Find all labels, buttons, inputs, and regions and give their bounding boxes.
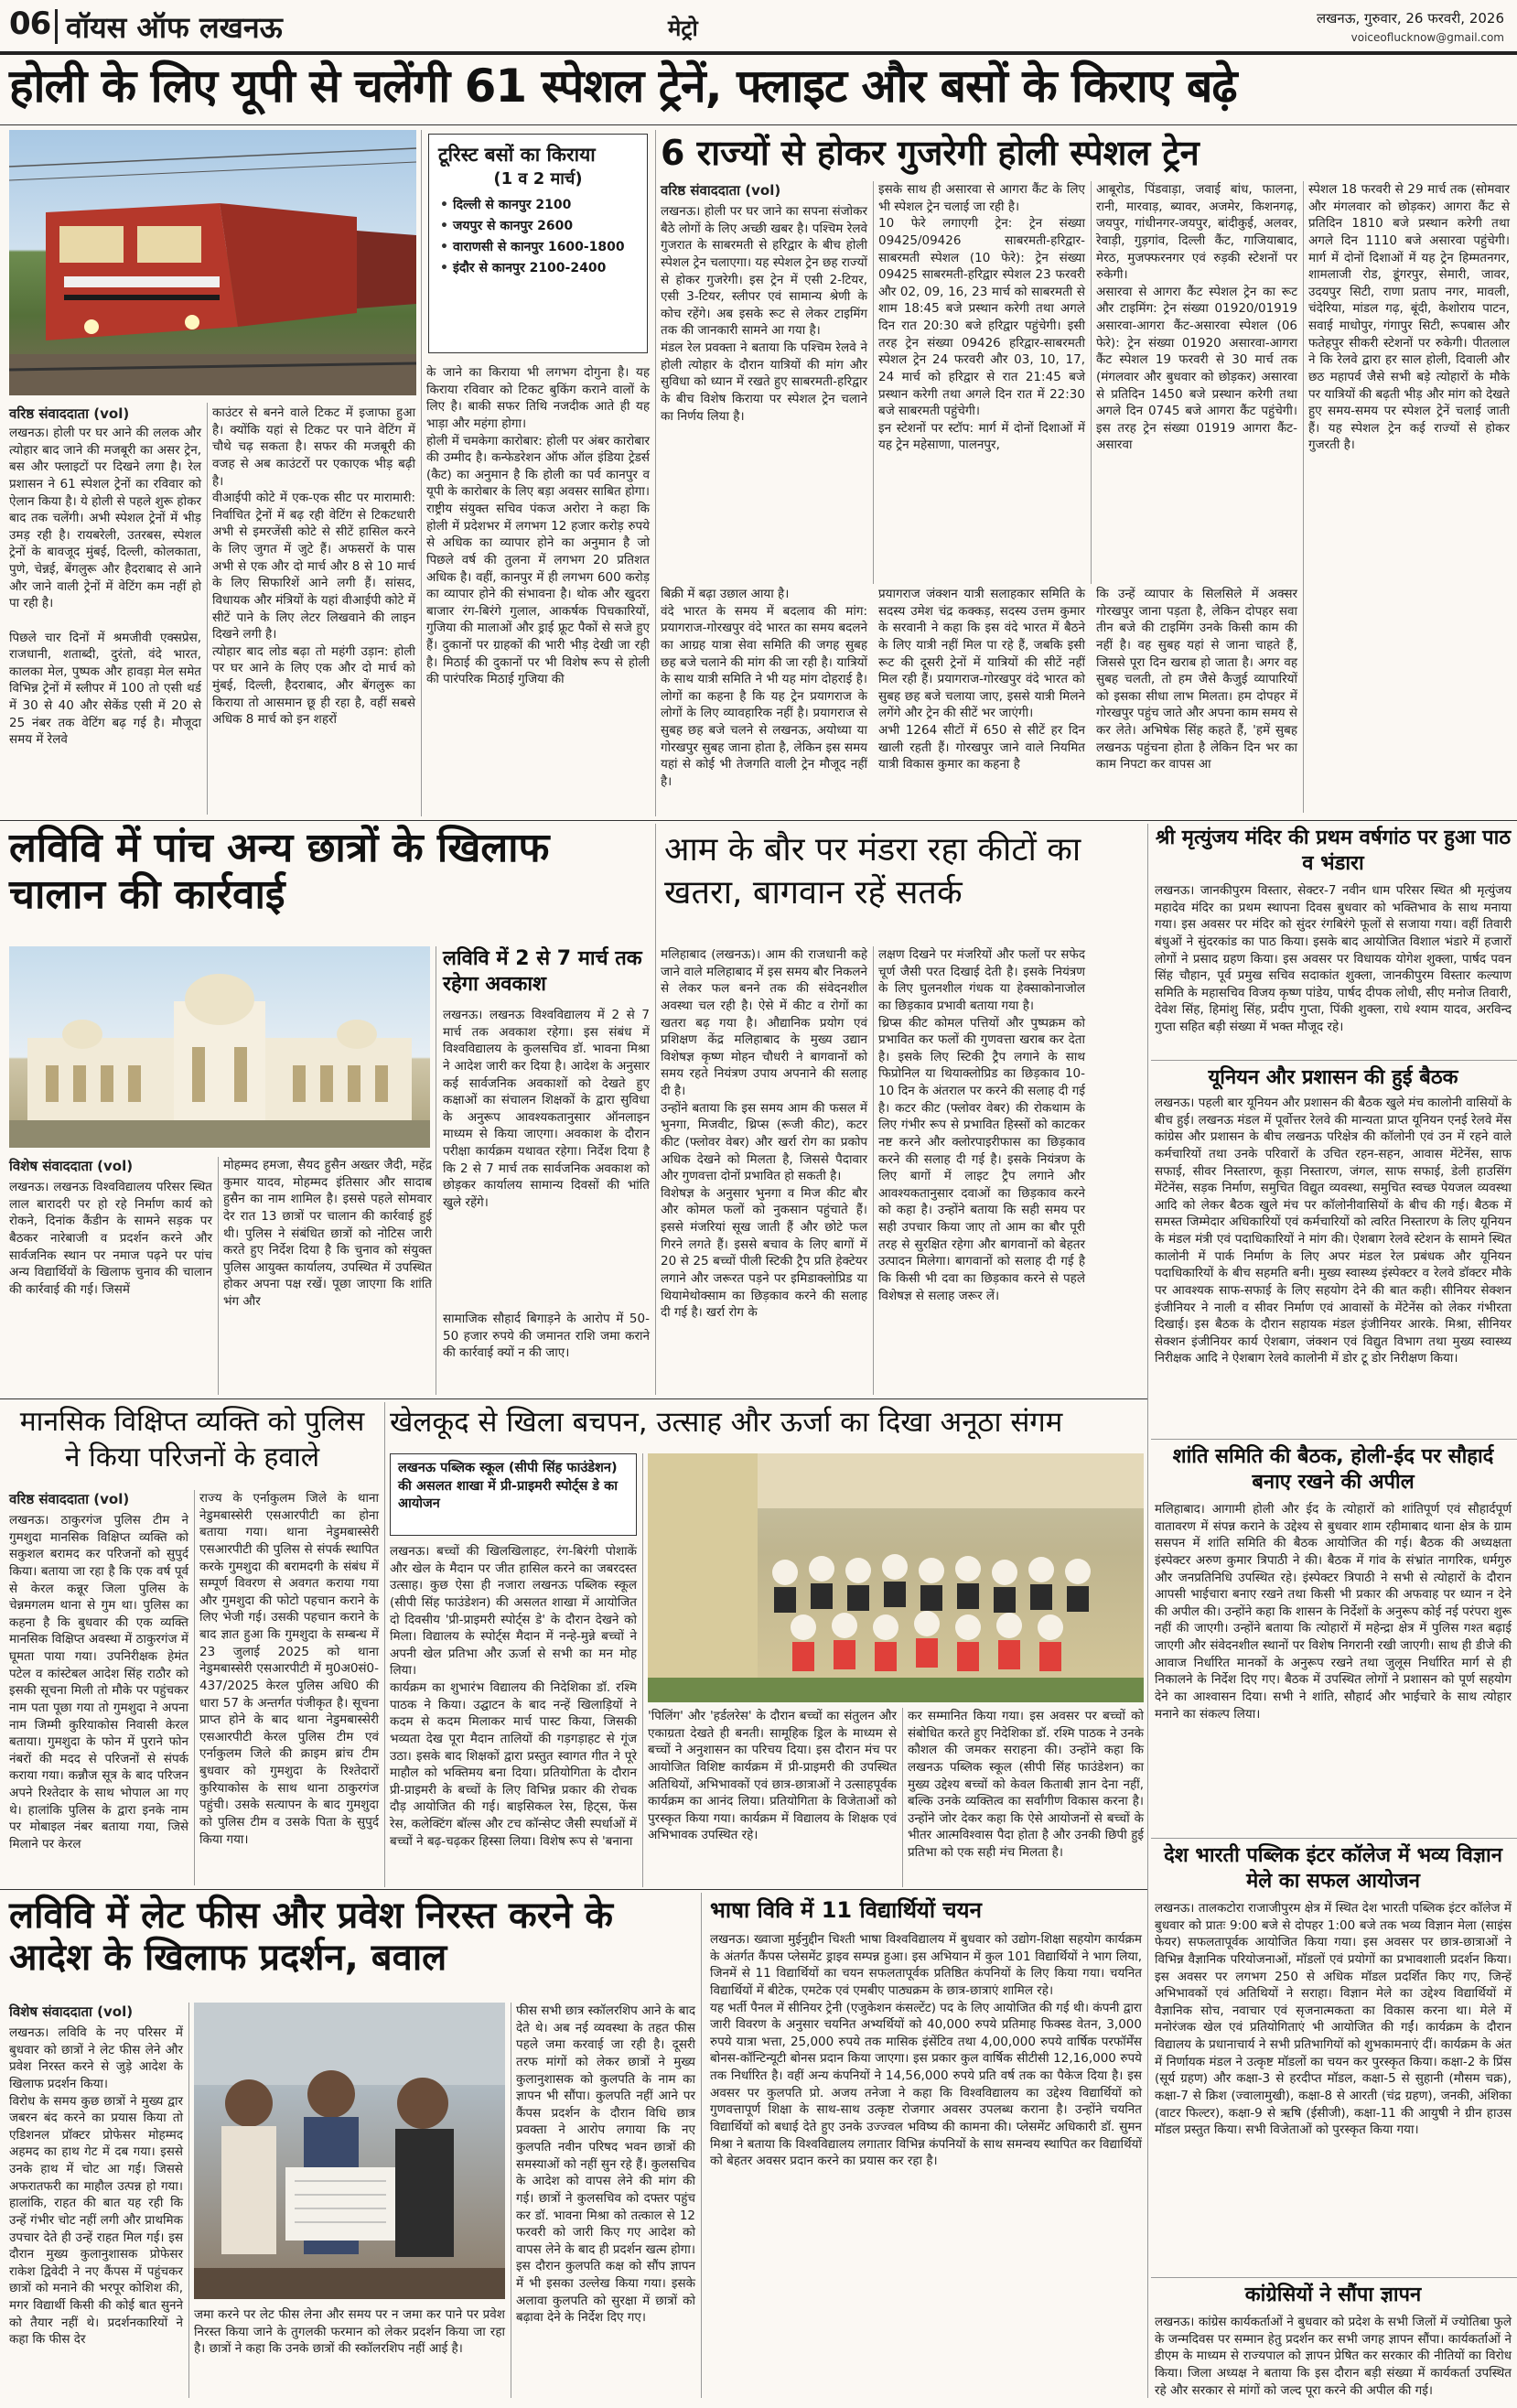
lead-byline: वरिष्ठ संवाददाता (vol) [9, 405, 130, 422]
vande-bharat-col1: बिक्री में बढ़ा उछाल आया है। वंदे भारत के समय में बदलाव की मांग: प्रयागराज-गोरखपुर वंदे भारत का समय बदलने का आग्रह यात्रा सेवा समिति की जगह सुबह छह बजे चलाने की मांग की जा रही है। यात्रियों के साथ यात्री समिति ने भी यह मांग दोहराई है। लोगों का कहना है कि यह ट्रेन प्रयागराज के लोगों के लिए व्यावहारिक नहीं है। प्रयागराज से सुबह छह बजे चलने से लखनऊ, अयोध्या या गोरखपुर सुबह जाना होता है, लेकिन इस समय यहां से कोई भी तेजगति वाली ट्रेन मौजूद नहीं है। [661, 587, 867, 789]
rule [1151, 2277, 1517, 2278]
bhasha-headline: भाषा विवि में 11 विद्यार्थियों चयन [710, 1897, 982, 1923]
train-photo [9, 130, 416, 395]
paper-name [66, 7, 283, 47]
holi-trains-headline: 6 राज्यों से होकर गुजरेगी होली स्पेशल ट्रेन [661, 133, 1200, 173]
page-number [9, 5, 55, 51]
lu-protest-col1b: जमा करने पर लेट फीस लेना और समय पर न जमा कर पाने पर प्रवेश निरस्त किया जाने के तुगलकी फरमान को लेकर प्रदर्शन किया जा रहा है। छात्रों ने कहा कि उनके छात्रों की स्कॉलरशिप नहीं आई है। [194, 2307, 510, 2357]
holi-trains-col3: आबूरोड, पिंडवाड़ा, जवाई बांध, फालना, रानी, मारवाड़, ब्यावर, अजमेर, किशनगढ़, जयपुर, गांधीनगर-जयपुर, बांदीकुई, अलवर, रेवाड़ी, गुड़गांव, दिल्ली कैंट, गाजियाबाद, मेरठ, मुजफ्फरनगर एवं रुड़की स्टेशनों पर रुकेगी। असारवा से आगरा कैंट स्पेशल ट्रेन का रूट और टाइमिंग: ट्रेन संख्या 01920/01919 असारवा-आगरा कैंट-असारवा स्पेशल (06 फेरे): ट्रेन संख्या 01920 असारवा-आगरा कैंट स्पेशल 19 फरवरी से 30 मार्च तक (मंगलवार और बुधवार को छोड़कर) असारवा से प्रतिदिन 1450 बजे प्रस्थान करेगी तथा अगले दिन 0745 बजे आगरा कैंट पहुंचेगी। इस तरह ट्रेन संख्या 01919 आगरा कैंट-असारवा [1096, 182, 1297, 453]
sports-body: लखनऊ। बच्चों की खिलखिलाहट, रंग-बिरंगी पोशाकें और खेल के मैदान पर जीत हासिल करने का जबरदस्त उत्साह। कुछ ऐसा ही नजारा लखनऊ पब्लिक स्कूल (सीपी सिंह फाउंडेशन) की असलत शाखा में आयोजित दो दिवसीय 'प्री-प्राइमरी स्पोर्ट्स डे' के दौरान देखने को मिला। विद्यालय के स्पोर्ट्स मैदान में नन्हे-मुन्ने बच्चों ने अपनी खेल प्रतिभा और ऊर्जा से सभी का मन मोह लिया। कार्यक्रम का शुभारंभ विद्यालय की निदेशिका डॉ. रश्मि पाठक ने किया। उद्घाटन के बाद नन्हें खिलाड़ियों ने कदम से कदम मिलाकर मार्च पास्ट किया, जिसकी भव्यता देख पूरा मैदान तालियों की गड़गड़ाहट से गूंज उठा। इसके बाद शिक्षकों द्वारा प्रस्तुत स्वागत गीत ने पूरे माहौल को भक्तिमय बना दिया। प्रतियोगिता के दौरान प्री-प्राइमरी के बच्चों के लिए विभिन्न प्रकार की रोचक दौड़ आयोजित की गई। बाइसिकल रेस, हिट्स, फेंस रेस, कलेक्टिंग बॉल्स और टच कॉन्सेप्ट जैसी स्पर्धाओं में बच्चों ने बढ़-चढ़कर हिस्सा लिया। विशेष रूप से 'बनाना [390, 1544, 637, 1849]
sports-info-box [390, 1453, 637, 1536]
fare-item: • जयपुर से कानपुर 2600 [438, 216, 638, 237]
lu-protest-byline: विशेष संवाददाता (vol) [9, 2003, 134, 2020]
rule [1151, 1838, 1517, 1839]
shanti-headline: शांति समिति की बैठक, होली-ईद पर सौहार्द बनाए रखने की अपील [1172, 1445, 1494, 1494]
vande-bharat-col2: प्रयागराज जंक्शन यात्री सलाहकार समिति के सदस्य उमेश चंद्र कक्कड़, सदस्य उत्तम कुमार के सरवानी ने कहा कि इस वंदे भारत में बैठने के लिए यात्री नहीं मिल पा रहे हैं, जबकि इसी रूट की दूसरी ट्रेनों में यात्रियों की सीटें नहीं मिल रही हैं। प्रयागराज-गोरखपुर वंदे भारत को सुबह छह बजे चलाया जाए, इससे यात्री मिलने लगेंगे और ट्रेन की सीटें भर जाएंगी। अभी 1264 सीटों में 650 से सीटें हर दिन खाली रहती हैं। गोरखपुर जाने वाले नियमित यात्री विकास कुमार का कहना है [878, 587, 1085, 772]
fare-box [428, 134, 648, 353]
mentally-ill-byline: वरिष्ठ संवाददाता (vol) [9, 1491, 130, 1507]
union-body: लखनऊ। पहली बार यूनियन और प्रशासन की बैठक खुले मंच कालोनी वासियों के बीच हुई। लखनऊ मंडल में पूर्वोत्तर रेलवे की मान्यता प्राप्त यूनियन एनई रेलवे मेंस कांग्रेस और प्रशासन के बीच लखनऊ परिक्षेत्र की कॉलोनी एवं उन में रहने वाले कर्मचारियों तथा उनके परिवारों के उचित रहन-सहन, आवास मेंटेनेंस, साफ सफाई, सीवर निस्तारण, कूड़ा निस्तारण, जंगल, साफ सफाई, डेली हाउसिंग मेंटेनेंस, सड़क निर्माण, समुचित विद्युत व्यवस्था, समुचित स्वच्छ पेयजल व्यवस्था आदि को लेकर बैठक खुले मंच पर कॉलोनीवासियों के बीच की गई। बैठक में समस्त जिम्मेदार अधिकारियों एवं कर्मचारियों को त्वरित निस्तारण के लिए यूनियन के मंडल मंत्री एवं पदाधिकारियों ने मांग की। ऐशबाग रेलवे स्टेशन के सामने स्थित कालोनी में पार्क निर्माण के लिए अपर मंडल रेल प्रबंधक और यूनियन पदाधिकारियों के बीच सहमति बनी। मुख्य स्वास्थ्य इंस्पेक्टर व रेलवे डॉक्टर मौके पर आवश्यक साफ-सफाई के लिए सहयोग देने की बात कही। सीनियर सेक्शन इंजीनियर ने नाली व सीवर निर्माण एवं आवासों के मेंटेनेंस को लेकर गंभीरता दिखाई। इस बैठक के दौरान सहायक मंडल इंजीनियर आरके. मिश्रा, सीनियर सेक्शन इंजीनियर कार्य ऐशबाग, जंक्शन एवं विद्युत विभाग तथा मुख्य स्वास्थ्य निरीक्षक आदि ने ऐशबाग रेलवे कालोनी में डोर टू डोर निरीक्षण किया। [1155, 1096, 1516, 1366]
sports-headline: खेलकूद से खिला बचपन, उत्साह और ऊर्जा का दिखा अनूठा संगम [390, 1406, 1063, 1439]
masthead-rule [0, 51, 1517, 55]
mrityunjay-headline: श्री मृत्युंजय मंदिर की प्रथम वर्षगांठ पर हुआ पाठ व भंडारा [1155, 826, 1512, 875]
lead-body-mid: काउंटर से बनने वाले टिकट में इजाफा हुआ है। क्योंकि यहां से टिकट पर पाने वेटिंग में चौथे चढ़ सकता है। सफर की मजबूरी की वजह से अब काउंटरों पर एकाएक भीड़ बढ़ी है। वीआईपी कोटे में एक-एक सीट पर मारामारी: निर्वाचित ट्रेनों में बढ़ रही वेटिंग से टिकटधारी अभी से इमरजेंसी कोटे से सीटें हासिल करने के लिए जुगत में जुटे हैं। अफसरों के पास अभी से एक और दो मार्च और 8 से 10 मार्च के लिए सिफारिशें आने लगी हैं। सांसद, विधायक और मंत्रियों के यहां वीआईपी कोटे में सीटें पाने के लिए लेटर लिखवाने की लाइन दिखने लगी है। त्योहार बाद लोड बढ़ा तो महंगी उड़ान: होली पर घर आने के लिए एक और दो मार्च को मुंबई, दिल्ली, हैदराबाद, और बेंगलुरू का किराया तो आसमान छू ही रहा है, वहीं सबसे अधिक 8 मार्च को इन शहरों [212, 405, 415, 728]
desh-bharti-body: लखनऊ। तालकटोरा राजाजीपुरम क्षेत्र में स्थित देश भारती पब्लिक इंटर कॉलेज में बुधवार को प्रातः 9:00 बजे से दोपहर 1:00 बजे तक भव्य विज्ञान मेला (साइंस फेयर) सफलतापूर्वक आयोजित किया गया। इस अवसर पर छात्र-छात्राओं ने विभिन्न वैज्ञानिक परियोजनाओं, मॉडलों एवं प्रयोगों का प्रभावशाली प्रदर्शन किया। इस अवसर पर लगभग 250 से अधिक मॉडल प्रदर्शित किए गए, जिन्हें अभिभावकों एवं अतिथियों ने सराहा। विज्ञान मेले का उद्देश्य विद्यार्थियों में वैज्ञानिक सोच, नवाचार एवं सृजनात्मकता का विकास करना था। मेले में मनोरंजक खेल एवं प्रतियोगिताएं भी आयोजित की गईं। कार्यक्रम के दौरान विद्यालय के प्रधानाचार्य ने सभी प्रतिभागियों को शुभकामनाएं दीं। कार्यक्रम के अंत में निर्णायक मंडल ने उत्कृष्ट मॉडलों का चयन कर पुरस्कृत किया। कक्षा-2 के प्रिंस (सूर्य ग्रहण) और कक्षा-3 से हरदीप्त मॉडल, कक्षा-5 से सुहानी (मौसम चक्र), कक्षा-7 से क्रिश (ज्वालामुखी), कक्षा-8 से आरती (चंद्र ग्रहण), जनकी, अंशिका (वाटर फिल्टर), कक्षा-9 से ऋषि (ईसीजी), कक्षा-11 की आयुषी ने ग्रीन हाउस मॉडल प्रस्तुत किया। सभी विजेताओं को पुरस्कृत किया गया। [1155, 1901, 1516, 2138]
lu-challan-body-right: मोहम्मद हमजा, सैयद हुसैन अख्तर जैदी, महेंद्र कुमार यादव, मोहम्मद इंतिसार और सादाब हुसैन का नाम शामिल है। इससे पहले सोमवार देर रात 13 छात्रों पर चालान की कार्रवाई हुई थी। पुलिस ने संबंधित छात्रों को नोटिस जारी करते हुए निर्देश दिया है कि चुनाव को संयुक्त पुलिस आयुक्त कार्यालय, उपस्थित में उपस्थित होकर अपना पक्ष रखें। पूछा जाएगा कि शांति भंग और [223, 1158, 436, 1309]
rule [1147, 824, 1148, 2398]
train-illustration [9, 130, 416, 395]
kids-illustration [648, 1453, 1144, 1702]
rule [902, 1708, 903, 1887]
rule [873, 946, 874, 1395]
website-text[interactable]: voiceoflucknow@gmail.com [1350, 31, 1504, 44]
lead-body-col3: के जाने का किराया भी लगभग दोगुना है। यह किराया रविवार को टिकट बुकिंग कराने वालों के लिए है। बाकी सफर तिथि नजदीक आते ही यह भाड़ा और महंगा होगा। होली में चमकेगा कारोबार: होली पर अंबर कारोबार की उम्मीद है। कन्फेडरेशन ऑफ ऑल इंडिया ट्रेडर्स (कैट) का अनुमान है कि होली का पर्व कानपुर व यूपी के कारोबार के लिए बड़ा अवसर साबित होगा। राष्ट्रीय संयुक्त सचिव पंकज अरोरा ने कहा कि होली में प्रदेशभर में लगभग 12 हजार करोड़ रुपये से अधिक का व्यापार होने का अनुमान है जो पिछले वर्ष की तुलना में लगभग 20 प्रतिशत अधिक है। वहीं, कानपुर में ही लगभग 600 करोड़ का व्यापार होने की संभावना है। थोक और खुदरा बाजार रंग-बिरंगे गुलाल, आकर्षक पिचकारियों, गुजिया की मालाओं और ड्राई फ्रूट पैकों से सजे हुए हैं। दुकानों पर ग्राहकों की भारी भीड़ देखी जा रही है। मिठाई की दुकानों पर भी विशेष रूप से होली की पारंपरिक मिठाई गुजिया की [426, 365, 650, 687]
university-photo [9, 946, 430, 1148]
rule [655, 824, 656, 1395]
holi-trains-col2: इसके साथ ही असारवा से आगरा कैंट के लिए भी स्पेशल ट्रेन चलाई जा रही है। 10 फेरे लगाएगी ट्रेन: ट्रेन संख्या 09425/09426 साबरमती-हरिद्वार-साबरमती स्पेशल (10 फेरे): ट्रेन संख्या 09425 साबरमती-हरिद्वार स्पेशल 23 फरवरी और 02, 09, 16, 23 मार्च को साबरमती से शाम 18:45 बजे प्रस्थान करेगी तथा अगले दिन रात 20:30 बजे हरिद्वार पहुंचेगी। इसी तरह ट्रेन संख्या 09426 हरिद्वार-साबरमती स्पेशल ट्रेन 24 फरवरी और 03, 10, 17, 24 मार्च को हरिद्वार से रात 21:45 बजे प्रस्थान करेगी तथा अगले दिन रात में 22:30 बजे साबरमती पहुंचेगी। इन स्टेशनों पर स्टॉप: मार्ग में दोनों दिशाओं में यह ट्रेन महेसाणा, पालनपुर, [878, 182, 1085, 453]
rule [0, 1889, 1147, 1890]
fare-box-subtitle: (1 व 2 मार्च) [493, 169, 583, 189]
rule [1151, 1439, 1517, 1440]
page-number-text: 06 [9, 5, 51, 42]
dateline [1175, 9, 1504, 44]
lu-protest-headline: लविवि में लेट फीस और प्रवेश निरस्त करने के आदेश के खिलाफ प्रदर्शन, बवाल [9, 1895, 613, 1979]
lu-holiday-body: लखनऊ। लखनऊ विश्वविद्यालय में 2 से 7 मार्च तक अवकाश रहेगा। इस संबंध में विश्वविद्यालय के कुलसचिव डॉ. भावना मिश्रा ने आदेश जारी कर दिया है। आदेश के अनुसार कई सार्वजनिक अवकाशों को देखते हुए कक्षाओं का संचालन शिक्षकों के द्वारा सुविधा के अनुरूप आवश्यकतानुसार ऑनलाइन माध्यम से किया जाएगा। अवकाश के दौरान परीक्षा कार्यक्रम यथावत रहेगा। निर्देश दिया है कि 2 से 7 मार्च तक सार्वजनिक अवकाश को छोड़कर कार्यालय सामान्य दिवसों की भांति खुले रहेंगे। [443, 1008, 654, 1210]
rule [1151, 1060, 1517, 1061]
lu-challan-byline: विशेष संवाददाता (vol) [9, 1158, 134, 1174]
rule [218, 1157, 219, 1395]
lead-headline: होली के लिए यूपी से चलेंगी 61 स्पेशल ट्रेनें, फ्लाइट और बसों के किराए बढ़े [9, 59, 1237, 113]
rule [0, 1398, 1147, 1399]
fare-item: • इंदौर से कानपुर 2100-2400 [438, 258, 638, 279]
rule [642, 1453, 643, 1887]
mrityunjay-body: लखनऊ। जानकीपुरम विस्तार, सेक्टर-7 नवीन धाम परिसर स्थित श्री मृत्युंजय महादेव मंदिर का प्रथम स्थापना दिवस बुधवार को भक्तिभाव के साथ मनाया गया। इस अवसर पर मंदिर को सुंदर रंगबिरंगे फूलों से सजाया गया। वहीं तिवारी बंधुओं ने सुंदरकांड का पाठ किया। इसके बाद आयोजित विशाल भंडारे में हजारों लोगों ने प्रसाद ग्रहण किया। इस अवसर पर विधायक योगेश शुक्ला, पार्षद पवन सिंह चौहान, पूर्व प्रमुख सचिव सदाकांत शुक्ला, जानकीपुरम विस्तार कल्याण समिति के महासचिव विजय कृष्ण पांडेय, पार्षद दीपक लोधी, सीए मनोज तिवारी, देवेश सिंह, हिमांशु सिंह, प्रदीप गुप्ता, पिंकी शुक्ला, राधे श्याम यादव, अरविन्द गुप्ता सहित बड़ी संख्या में भक्त मौजूद रहे। [1155, 883, 1516, 1034]
mango-col2: लक्षण दिखने पर मंजरियों और फलों पर सफेद चूर्ण जैसी परत दिखाई देती है। इसके नियंत्रण के लिए घुलनशील गंधक या हेक्साकोनाजोल का छिड़काव प्रभावी बताया गया है। थ्रिप्स कीट कोमल पत्तियों और पुष्पक्रम को प्रभावित कर फलों की गुणवत्ता खराब कर देता है। इसके लिए स्टिकी ट्रैप लगाने के साथ फिप्रोनिल या थियाक्लोप्रिड का छिड़काव 10-10 दिन के अंतराल पर करने की सलाह दी गई है। कटर कीट (फ्लोवर वेबर) की रोकथाम के लिए गंभीर रूप से प्रभावित हिस्सों को काटकर नष्ट करने और क्लोरपाइरीफास का छिड़काव करने की सलाह दी गई है। इसके नियंत्रण के लिए बागों में लाइट ट्रैप लगाने और आवश्यकतानुसार दवाओं का छिड़काव करने को कहा है। उन्होंने बताया कि सही समय पर सही उपचार किया जाए तो आम का बौर पूरी तरह से सुरक्षित रहेगा और बागवानों को बेहतर उत्पादन मिलेगा। बागवानों को सलाह दी गई है कि किसी भी दवा का छिड़काव करने से पहले विशेषज्ञ से सलाह जरूर लें। [878, 947, 1085, 1303]
rule [384, 1402, 385, 1887]
lu-protest-col1: लखनऊ। लविवि के नए परिसर में बुधवार को छात्रों ने लेट फीस लेने और प्रवेश निरस्त करने से जुड़े आदेश के खिलाफ प्रदर्शन किया। विरोध के समय कुछ छात्रों ने मुख्य द्वार जबरन बंद करने का प्रयास किया तो एडिशनल प्रॉक्टर प्रोफेसर मोहम्मद अहमद का हाथ गेट में दब गया। इससे उनके हाथ में चोट आ गई। जिससे अफरातफरी का माहौल उत्पन्न हो गया। हालांकि, राहत की बात यह रही कि उन्हें गंभीर चोट नहीं लगी और प्राथमिक उपचार देते ही उन्हें राहत मिल गई। इस दौरान मुख्य कुलानुशासक प्रोफेसर राकेश द्विवेदी ने नए कैंपस में पहुंचकर छात्रों को मनाने की भरपूर कोशिश की, मगर विद्यार्थी किसी की कोई बात सुनने को तैयार नहीं थे। प्रदर्शनकारियों ने कहा कि फीस देर [9, 2025, 183, 2348]
dateline-text: लखनऊ, गुरुवार, 26 फरवरी, 2026 [1316, 10, 1504, 27]
rule [873, 181, 874, 584]
fare-list [438, 195, 638, 279]
kids-group-photo [648, 1453, 1144, 1702]
lu-protest-col2: फीस सभी छात्र स्कॉलरशिप आने के बाद देते थे। अब नई व्यवस्था के तहत फीस पहले जमा करवाई जा रही है। दूसरी तरफ मांगों को लेकर छात्रों ने मुख्य कुलानुशासक को कुलपति के नाम का ज्ञापन भी सौंपा। कुलपति नहीं आने पर कैंपस प्रदर्शन के दौरान विधि छात्र प्रवक्ता ने आरोप लगाया कि नए कुलपति नवीन परिषद भवन छात्रों की समस्याओं को नहीं सुन रहे हैं। कुलसचिव के आदेश को वापस लेने की मांग की गई। छात्रों ने कुलसचिव को दफ्तर पहुंच कर डॉ. भावना मिश्रा को तत्काल से 12 फरवरी को जारी किए गए आदेश को वापस लेने के बाद ही प्रदर्शन खत्म होगा। इस दौरान कुलपति कक्ष को सौंप ज्ञापन में भी इसका उल्लेख किया गया। इसके अलावा कुलपति को सुरक्षा में छात्रों को बढ़ावा देने के निर्देश दिए गए। [516, 2003, 700, 2326]
rule [1303, 181, 1304, 813]
sports-col2: कर सम्मानित किया गया। इस अवसर पर बच्चों को संबोधित करते हुए निदेशिका डॉ. रश्मि पाठक ने उनके कौशल की जमकर सराहना की। उन्होंने कहा कि लखनऊ पब्लिक स्कूल (सीपी सिंह फाउंडेशन) का मुख्य उद्देश्य बच्चों को केवल किताबी ज्ञान देना नहीं, बल्कि उनके व्यक्तित्व का सर्वांगीण विकास करना है। उन्होंने जोर देकर कहा कि ऐसे आयोजनों से बच्चों के भीतर आत्मविश्वास पैदा होता है और उनकी छिपी हुई प्रतिभा को एक सही मंच मिलता है। [908, 1709, 1148, 1860]
mentally-ill-col2: राज्य के एर्नाकुलम जिले के थाना नेडुमबास्सेरी एसआरपीटी का होना बताया गया। थाना नेडुमबास्सेरी एसआरपीटी की पुलिस से संपर्क स्थापित करके गुमशुदा की बरामदगी के संबंध में सम्पूर्ण विवरण से अवगत कराया गया और गुमशुदा की फोटो पहचान कराने के लिए भेजी गई। उसकी पहचान कराने के बाद ज्ञात हुआ कि गुमशुदा के सम्बन्ध में 23 जुलाई 2025 को थाना नेडुमबास्सेरी एसआरपीटी में मु0अ0सं0-437/2025 केरल पुलिस अधि0 की धारा 57 के अन्तर्गत पंजीकृत है। सूचना प्राप्त होने के बाद थाना नेडुमबास्सेरी एसआरपीटी केरल पुलिस टीम एवं एर्नाकुलम जिले की क्राइम ब्रांच टीम बुधवार को गुमशुदा के रिश्तेदारों कुरियाकोस के साथ थाना ठाकुरगंज पहुंची। उसके सत्यापन के बाद गुमशुदा को पुलिस टीम व उसके पिता के सुपुर्द किया गया। [199, 1491, 383, 1847]
mango-headline: आम के बौर पर मंडरा रहा कीटों का खतरा, बागवान रहें सतर्क [664, 831, 1081, 912]
masthead-divider [55, 9, 58, 44]
section-label-text: मेट्रो [668, 16, 698, 41]
lu-holiday-headline: लविवि में 2 से 7 मार्च तक रहेगा अवकाश [443, 947, 642, 996]
lu-holiday-tail: सामाजिक सौहार्द बिगाड़ने के आरोप में 50-50 हजार रुपये की जमानत राशि जमा कराने की कार्रवाई क्यों न की जाए। [443, 1312, 654, 1361]
congress-body: लखनऊ। कांग्रेस कार्यकर्ताओं ने बुधवार को प्रदेश के सभी जिलों में ज्योतिबा फुले के जन्मदिवस पर सम्मान हेतु प्रदर्शन कर सभी जगह ज्ञापन सौंपा। कार्यकर्ताओं ने डीएम के माध्यम से राज्यपाल को ज्ञापन प्रेषित कर सरकार की नीतियों का विरोध किया। जिला अध्यक्ष ने बताया कि इस दौरान बड़ी संख्या में कार्यकर्ता उपस्थित रहे और सरकार से मांगों को जल्द पूरा करने की अपील की गई। [1155, 2315, 1516, 2398]
lead-body-left: लखनऊ। होली पर घर आने की ललक और त्योहार बाद जाने की मजबूरी का असर ट्रेन, बस और फ्लाइटों पर दिखने लगा है। रेल प्रशासन ने 61 स्पेशल ट्रेनों का रविवार को ऐलान किया है। ये होली से पहले शुरू होकर बाद तक चलेंगी। अभी स्पेशल ट्रेनों में भीड़ उमड़ रही है। रायबरेली, उतरबस, स्पेशल ट्रेनों के बावजूद मुंबई, दिल्ली, कोलकाता, पुणे, चेन्नई, बेंगलुरू और हैदराबाद से आने और जाने वाली ट्रेनों में वेटिंग कम नहीं हो पा रही है। पिछले चार दिनों में श्रमजीवी एक्सप्रेस, राजधानी, शताब्दी, दुरंतो, वंदे भारत, कालका मेल, पुष्पक और हावड़ा मेल समेत विभिन्न ट्रेनों में स्लीपर में 100 तो एसी थर्ड में 30 से 40 और सेकेंड एसी में 20 से 25 नंबर तक वेटिंग बढ़ गई है। मौजूदा समय में रेलवे [9, 426, 201, 748]
fare-box-title: टूरिस्ट बसों का किराया [438, 144, 596, 166]
rule [1091, 181, 1092, 584]
holi-trains-col1: लखनऊ। होली पर घर जाने का सपना संजोकर बैठे लोगों के लिए अच्छी खबर है। पश्चिम रेलवे गुजरात के साबरमती से हरिद्वार के बीच होली स्पेशल ट्रेन चलाएगा। यह स्पेशल ट्रेन छह राज्यों से होकर गुजरेगी। इस ट्रेन में एसी 2-टियर, एसी 3-टियर, स्लीपर एवं सामान्य श्रेणी के कोच रहेंगे। अब इसके रूट से लेकर टाइमिंग तक की जानकारी सामने आ गया है। मंडल रेल प्रवक्ता ने बताया कि पश्चिम रेलवे ने होली त्योहार के दौरान यात्रियों की मांग और सुविधा को ध्यान में रखते हुए साबरमती-हरिद्वार के बीच विशेष किराया पर स्पेशल ट्रेन चलाने का निर्णय लिया है। [661, 204, 867, 424]
union-headline: यूनियन और प्रशासन की हुई बैठक [1208, 1066, 1458, 1089]
vande-bharat-col3: कि उन्हें व्यापार के सिलसिले में अक्सर गोरखपुर जाना पड़ता है, लेकिन दोपहर सवा तीन बजे की टाइमिंग उनके किसी काम की नहीं है। वह सुबह यहां से जाना चाहते हैं, जिससे पूरा दिन खराब हो जाता है। अगर वह सुबह चलती, तो हम जैसे कैजुई व्यापारियों को इसका सीधा लाभ मिलता। हम दोपहर में गोरखपुर पहुंच जाते और अपना काम समय से कर लेते। अभिषेक सिंह कहते हैं, 'हमें सुबह लखनऊ पहुंचना होता है लेकिन दिन भर का काम निपटा कर वापस आ [1096, 587, 1302, 772]
holi-trains-byline: वरिष्ठ संवाददाता (vol) [661, 182, 781, 199]
sports-info-text: लखनऊ पब्लिक स्कूल (सीपी सिंह फाउंडेशन) की असलत शाखा में प्री-प्राइमरी स्पोर्ट्स डे का आयोजन [398, 1461, 619, 1512]
bhasha-body: लखनऊ। ख्वाजा मुईनुद्दीन चिश्ती भाषा विश्वविद्यालय में बुधवार को उद्योग-शिक्षा सहयोग कार्यक्रम के अंतर्गत कैंपस प्लेसमेंट ड्राइव सम्पन्न हुआ। इस अभियान में कुल 101 विद्यार्थियों ने भाग लिया, जिनमें से 11 विद्यार्थियों का चयन सफलतापूर्वक प्रतिष्ठित कंपनियों के लिए किया गया। चयनित विद्यार्थियों में बीटेक, एमटेक एवं एमबीए पाठ्यक्रम के छात्र-छात्राएं शामिल रहे। यह भर्ती पैनल में सीनियर ट्रेनी (एजुकेशन कंसल्टेंट) पद के लिए आयोजित की गई थी। कंपनी द्वारा जारी विवरण के अनुसार चयनित अभ्यर्थियों को 40,000 रुपये प्रतिमाह फिक्स्ड वेतन, 3,000 रुपये यात्रा भत्ता, 25,000 रुपये तक मासिक इंसेंटिव तथा 4,00,000 रुपये वार्षिक परफॉर्मेंस बोनस-कॉन्टिन्यूटी बोनस प्रदान किया जाएगा। इस प्रकार कुल वार्षिक सीटीसी 12,16,000 रुपये तक निर्धारित है। वहीं अन्य कंपनियों ने 14,56,000 रुपये प्रति वर्ष तक का पैकेज दिया है। इस अवसर पर कुलपति प्रो. अजय तनेजा ने कहा कि विश्वविद्यालय का उद्देश्य विद्यार्थियों को गुणवत्तापूर्ण शिक्षा के साथ-साथ उत्कृष्ट रोजगार अवसर उपलब्ध कराना है। उन्होंने चयनित विद्यार्थियों को बधाई देते हुए उनके उज्ज्वल भविष्य की कामना की। प्लेसमेंट अधिकारी डॉ. सुमन मिश्रा ने बताया कि विश्वविद्यालय लगातार विभिन्न कंपनियों के साथ समन्वय स्थापित कर विद्यार्थियों को बेहतर अवसर प्रदान करने का प्रयास कर रहा है। [710, 1932, 1142, 2169]
rule [0, 820, 1517, 821]
protest-illustration [194, 2003, 505, 2299]
university-illustration [9, 946, 430, 1148]
rule [701, 1893, 702, 2398]
fare-item: • वाराणसी से कानपुर 1600-1800 [438, 237, 638, 258]
mentally-ill-headline: मानसिक विक्षिप्त व्यक्ति को पुलिस ने किया परिजनों के हवाले [19, 1406, 365, 1474]
protest-photo [194, 2003, 505, 2299]
rule [655, 130, 656, 816]
mentally-ill-col1: लखनऊ। ठाकुरगंज पुलिस टीम ने गुमशुदा मानसिक विक्षिप्त व्यक्ति को सकुशल बरामद कर परिजनों को सुपुर्द किया। बताया जा रहा है कि एक वर्ष पूर्व से केरल कन्नूर जिला पुलिस के चेन्नमगलम थाना से गुम था। पुलिस का कहना है कि बुधवार की एक व्यक्ति मानसिक विक्षिप्त अवस्था में ठाकुरगंज में घूमता पाया गया। उपनिरीक्षक हेमंत पटेल व कांस्टेबल आदेश सिंह राठौर को इसकी सूचना मिली तो मौके पर पहुंचकर नाम पता पूछा गया तो गुमशुदा ने अपना नाम जिम्मी कुरियाकोस निवासी केरल बताया। गुमशुदा के फोन में पुराने फोन नंबरों की मदद से परिजनों से संपर्क कराया गया। कन्नौज सूत्र के बाद परिजन अपने रिश्तेदार के साथ भोपाल आ गए थे। हालांकि पुलिस के द्वारा इनके नाम पर मोबाइल नंबर बताया गया, जिसे मिलाने पर केरल [9, 1513, 193, 1852]
section-label [668, 13, 698, 43]
congress-headline: कांग्रेसियों ने सौंपा ज्ञापन [1244, 2284, 1422, 2306]
rule [194, 1490, 195, 1885]
desh-bharti-headline: देश भारती पब्लिक इंटर कॉलेज में भव्य विज्ञान मेले का सफल आयोजन [1164, 1844, 1502, 1893]
lu-holiday-box [443, 946, 653, 997]
holi-trains-col4: स्पेशल 18 फरवरी से 29 मार्च तक (सोमवार और मंगलवार को छोड़कर) आगरा कैंट से प्रतिदिन 1810 बजे प्रस्थान करेगी तथा अगले दिन 1110 बजे असारवा पहुंचेगी। मार्ग में दोनों दिशाओं में यह ट्रेन हिम्मतनगर, शामलाजी रोड, डूंगरपुर, सेमारी, जावर, उदयपुर सिटी, राणा प्रताप नगर, मावली, चंदेरिया, मांडल गढ़, बूंदी, केशोराय पाटन, सवाई माधोपुर, गंगापुर सिटी, रूपबास और फतेहपुर सीकरी स्टेशनों पर रुकेगी। पीतलाल ने कि रेलवे द्वारा हर साल होली, दिवाली और छठ महापर्व जैसे सभी बड़े त्योहारों के मौके पर यात्रियों की बढ़ती भीड़ और मांग को देखते हुए समय-समय पर स्पेशल ट्रेनें चलाई जाती हैं। यह स्पेशल ट्रेन कई राज्यों से होकर गुजरती है। [1308, 182, 1514, 453]
lu-challan-body-left: लखनऊ। लखनऊ विश्वविद्यालय परिसर स्थित लाल बारादरी पर हो रहे निर्माण कार्य को रोकने, दिनांक कैंडीन के सामने सड़क पर बैठकर नारेबाजी व प्रदर्शन करने और सार्वजनिक स्थान पर नमाज पढ़ने पर पांच अन्य विद्यार्थियों के खिलाफ चुनाव की चालान की कार्रवाई की गई। जिसमें [9, 1180, 217, 1297]
shanti-body: मलिहाबाद। आगामी होली और ईद के त्योहारों को शांतिपूर्ण एवं सौहार्दपूर्ण वातावरण में संपन्न कराने के उद्देश्य से बुधवार शाम रहीमाबाद थाना क्षेत्र के ग्राम ससपन में शांति समिति की बैठक आयोजित की गई। बैठक की अध्यक्षता इंस्पेक्टर अरुण कुमार त्रिपाठी ने की। बैठक में गांव के संभ्रांत नागरिक, धर्मगुरु और जनप्रतिनिधि उपस्थित रहे। इंस्पेक्टर त्रिपाठी ने सभी से त्योहारों के दौरान आपसी भाईचारा बनाए रखने तथा किसी भी प्रकार की अफवाह पर ध्यान न देने की अपील की। उन्होंने कहा कि शासन के निर्देशों के अनुरूप कोई नई परंपरा शुरू नहीं की जाएगी। उन्होंने बताया कि त्योहारों में महेन्द्रा क्षेत्र में पुलिस गश्त बढ़ाई जाएगी और संवेदनशील स्थानों पर विशेष निगरानी रखी जाएगी। साथ ही डीजे की आवाज निर्धारित मानकों के अनुरूप रखने तथा जुलूस निर्धारित मार्ग से ही निकालने के निर्देश दिए गए। बैठक में उपस्थित लोगों ने प्रशासन को पूर्ण सहयोग देने का आश्वासन दिया। सभी ने शांति, सौहार्द और भाईचारे के साथ त्योहार मनाने का संकल्प लिया। [1155, 1502, 1516, 1722]
sports-caption: 'पिलिंग' और 'हर्डलरेस' के दौरान बच्चों का संतुलन और एकाग्रता देखते ही बनती। सामूहिक ड्रिल के माध्यम से बच्चों ने अनुशासन का परिचय दिया। इस दौरान मंच पर आयोजित विशिष्ट कार्यक्रम में प्री-प्राइमरी की उपस्थित अतिथियों, अभिभावकों एवं छात्र-छात्राओं ने उत्साहपूर्वक कार्यक्रम का आनंद लिया। प्रतियोगिता के विजेताओं को पुरस्कृत किया गया। कार्यक्रम में विद्यालय के शिक्षक एवं अभिभावक उपस्थित रहे। [648, 1709, 901, 1843]
mango-col1: मलिहाबाद (लखनऊ)। आम की राजधानी कहे जाने वाले मलिहाबाद में इस समय बौर निकलने से लेकर फल बनने तक की संवेदनशील अवस्था चल रही है। ऐसे में कीट व रोगों का खतरा बढ़ गया है। औद्यानिक प्रयोग एवं प्रशिक्षण केंद्र मलिहाबाद के मुख्य उद्यान विशेषज्ञ कृष्ण मोहन चौधरी ने बागवानों को समय रहते नियंत्रण उपाय अपनाने की सलाह दी है। उन्होंने बताया कि इस समय आम की फसल में भुनगा, मिजवीट, थ्रिप्स (रूजी कीट), कटर कीट (फ्लोवर वेबर) और खर्रा रोग का प्रकोप अधिक देखने को मिलता है, जिससे पैदावार और गुणवत्ता दोनों प्रभावित हो सकती है। विशेषज्ञ के अनुसार भुनगा व मिज कीट बौर और कोमल फलों को नुकसान पहुंचाते हैं। इससे मंजरियां सूख जाती हैं और छोटे फल गिरने लगते हैं। इससे बचाव के लिए बागों में 20 से 25 बच्चों पीली स्टिकी ट्रैप प्रति हेक्टेयर लगाने और जरूरत पड़ने पर इमिडाक्लोप्रिड या थियामेथोक्साम का छिड़काव करने की सलाह दी गई है। खर्रा रोग के [661, 947, 867, 1321]
rule [207, 403, 208, 815]
rule [421, 130, 422, 816]
fare-item: • दिल्ली से कानपुर 2100 [438, 195, 638, 216]
rule [188, 2003, 189, 2398]
paper-name-text: वॉयस ऑफ लखनऊ [66, 10, 283, 45]
lu-challan-headline: लविवि में पांच अन्य छात्रों के खिलाफ चालान की कार्रवाई [9, 825, 550, 918]
rule [0, 124, 1517, 125]
